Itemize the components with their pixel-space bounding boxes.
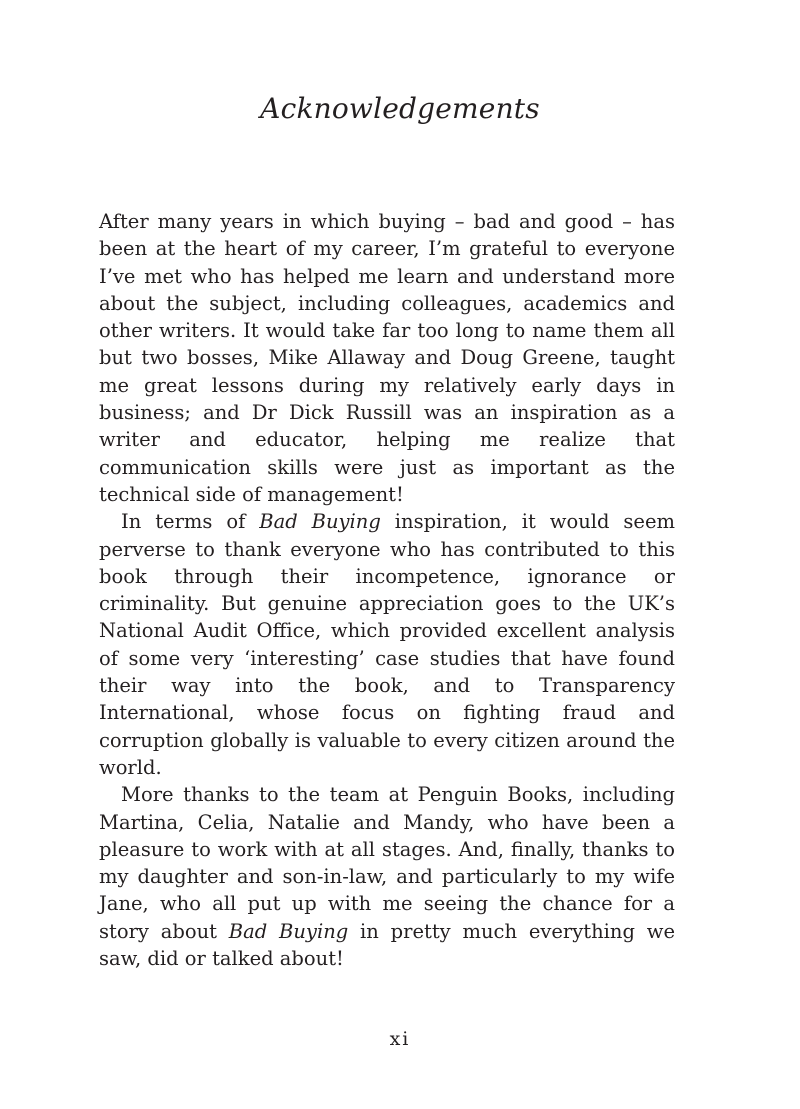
paragraph-3 — [99, 781, 675, 972]
page-number: xi — [389, 1028, 411, 1050]
page-title: Acknowledgements — [260, 92, 540, 125]
paragraph-3-rest: in pretty much everything we saw, did or talked about! — [99, 919, 675, 971]
book-title-emphasis: Bad Buying — [228, 919, 349, 943]
book-title-emphasis: Bad Buying — [259, 510, 381, 534]
paragraph-2-rest: inspiration, it would seem perverse to thank everyone who has contributed to this book through their incompetence, ignorance or criminality. But genuine appreciation goes to the UK’s National Audit Office, which provided excellent analysis of some very ‘interesting’ case studies that have found their way into the book, and to Transparency International, whose focus on fighting fraud and corruption globally is valuable to every citizen around the world. — [99, 510, 675, 779]
paragraph-2 — [99, 508, 675, 781]
paragraph-2-lead: In terms of — [121, 510, 260, 534]
body-text — [99, 208, 675, 972]
paragraph-3-lead: More thanks to the team at Penguin Books, including Martina, Celia, Natalie and Mandy, who have been a pleasure to work with at all stages. And, finally, thanks to my daughter and son-in-law, and particularly to my wife Jane, who all put up with me seeing the chance for a story about — [99, 783, 675, 943]
paragraph-1: After many years in which buying – bad and good – has been at the heart of my career, I’m grateful to everyone I’ve met who has helped me learn and understand more about the subject, including colleagues, academics and other writers. It would take far too long to name them all but two bosses, Mike Allaway and Doug Greene, taught me great lessons during my relatively early days in business; and Dr Dick Russill was an inspiration as a writer and educator, helping me realize that communication skills were just as important as the technical side of management! — [99, 210, 675, 506]
